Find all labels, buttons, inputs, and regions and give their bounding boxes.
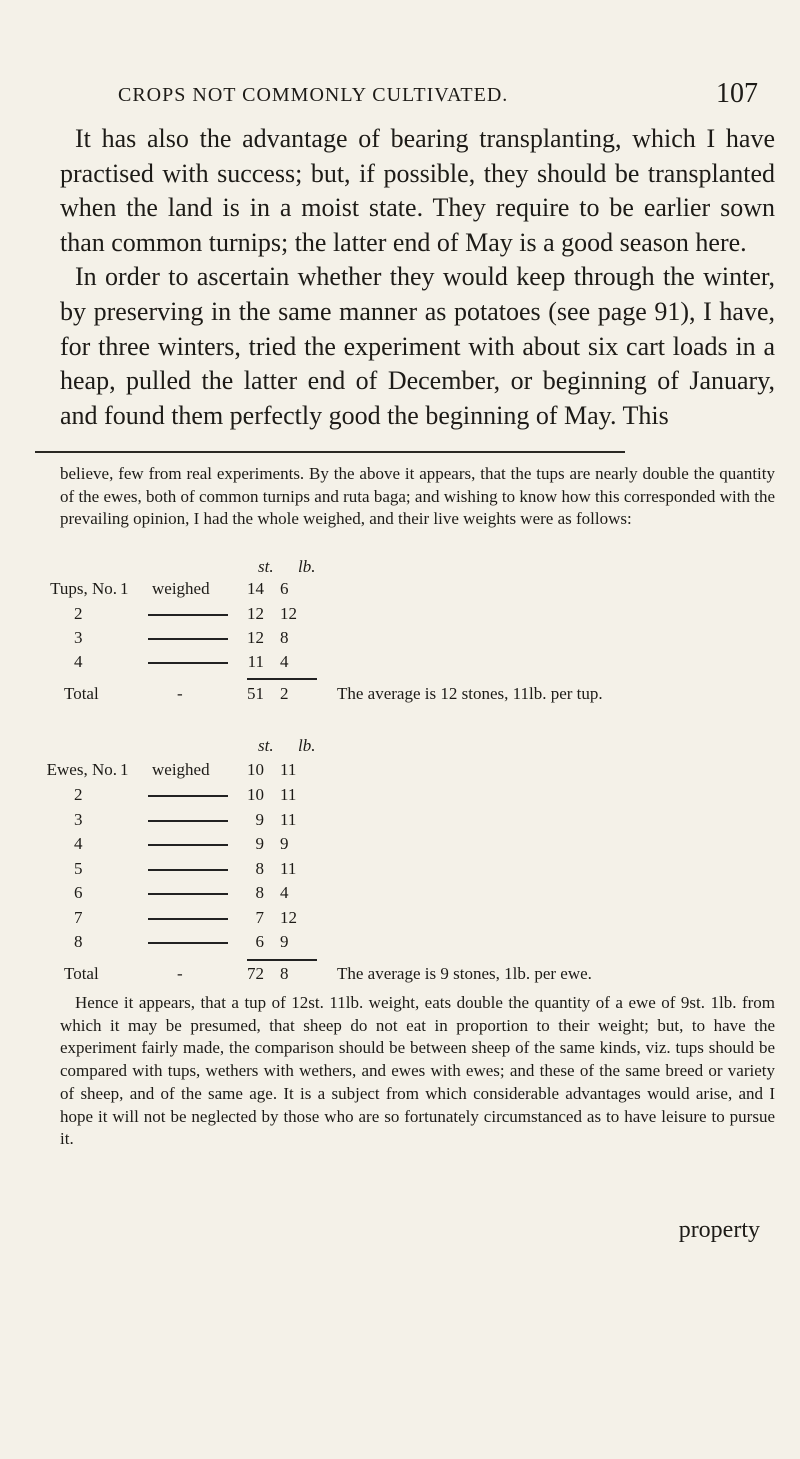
total-label: Total (64, 964, 99, 983)
value-st: 9 (255, 834, 264, 853)
row-number: 1 (120, 579, 129, 598)
weighed-label: weighed (152, 760, 210, 779)
ewes-label: Ewes, No. (46, 760, 117, 779)
row-number: 4 (74, 834, 83, 853)
total-lb: 2 (280, 684, 289, 703)
table-row (0, 760, 800, 786)
table-row (0, 834, 800, 860)
row-number: 6 (74, 883, 83, 902)
footnote-outro: Hence it appears, that a tup of 12st. 11lb. weight, eats double the quantity of a ewe of 9st. 1lb. from which it may be presumed, that sheep do not eat in proportion to their weight; but, to have the experiment fairly made, the comparison should be between sheep of the same kinds, viz. tups should be compared with tups, wethers with wethers, and ewes with ewes; and these of the same breed or variety of sheep, and of the same age. It is a subject from which considerable advantages would arise, and I hope it will not be neglected by those who are so fortunately circumstanced as to have leisure to pursue it. (60, 993, 775, 1149)
value-st: 6 (255, 932, 264, 951)
row-number: 4 (74, 652, 83, 671)
table-row (0, 859, 800, 885)
value-lb: 9 (280, 834, 289, 853)
catchword: property (678, 1217, 760, 1243)
value-st: 14 (247, 579, 264, 598)
total-label: Total (64, 684, 99, 703)
value-lb: 9 (280, 932, 289, 951)
value-lb: 4 (280, 652, 289, 671)
total-st: 51 (247, 684, 264, 703)
ewes-unit-st: st. (258, 736, 274, 755)
dash-symbol: - (177, 684, 183, 703)
paragraph-2: In order to ascertain whether they would keep through the winter, by preserving in the same manner as potatoes (see page 91), I have, for three winters, tried the experiment with about six cart loads in a heap, pulled the latter end of December, or beginning of January, and found them perfectly good the beginning of May. This (60, 262, 775, 430)
table-row (0, 810, 800, 836)
table-row (0, 883, 800, 909)
ditto-rule (148, 662, 228, 664)
value-st: 10 (247, 760, 264, 779)
ditto-rule (148, 638, 228, 640)
value-st: 7 (255, 908, 264, 927)
ditto-rule (148, 614, 228, 616)
tups-unit-st: st. (258, 557, 274, 576)
total-lb: 8 (280, 964, 289, 983)
value-st: 8 (255, 859, 264, 878)
page-number: 107 (716, 78, 758, 109)
row-number: 2 (74, 785, 83, 804)
value-st: 9 (255, 810, 264, 829)
table-row (0, 604, 800, 630)
value-lb: 12 (280, 604, 297, 623)
value-st: 12 (247, 604, 264, 623)
ditto-rule (148, 869, 228, 871)
sum-rule (247, 959, 317, 961)
ditto-rule (148, 820, 228, 822)
row-number: 8 (74, 932, 83, 951)
tups-average: The average is 12 stones, 11lb. per tup. (337, 684, 603, 703)
value-lb: 11 (280, 810, 297, 829)
value-lb: 12 (280, 908, 297, 927)
weighed-label: weighed (152, 579, 210, 598)
ditto-rule (148, 844, 228, 846)
value-lb: 11 (280, 785, 297, 804)
total-st: 72 (247, 964, 264, 983)
table-row (0, 785, 800, 811)
row-number: 3 (74, 810, 83, 829)
ewes-unit-lb: lb. (298, 736, 316, 755)
value-lb: 11 (280, 859, 297, 878)
total-row (0, 964, 800, 990)
table-row (0, 579, 800, 605)
row-number: 1 (120, 760, 129, 779)
paragraph-1: It has also the advantage of bearing transplanting, which I have practised with success; but, if possible, they should be transplanted when the land is in a moist state. They require to be earlier sown than common turnips; the latter end of May is a good season here. (60, 124, 775, 257)
table-row (0, 908, 800, 934)
value-lb: 6 (280, 579, 289, 598)
tups-unit-lb: lb. (298, 557, 316, 576)
row-number: 3 (74, 628, 83, 647)
value-st: 10 (247, 785, 264, 804)
sum-rule (247, 678, 317, 680)
footnote-intro: believe, few from real experiments. By the above it appears, that the tups are nearly double the quantity of the ewes, both of common turnips and ruta baga; and wishing to know how this corresponded with the prevailing opinion, I had the whole weighed, and their live weights were as follows: (60, 464, 775, 529)
value-st: 12 (247, 628, 264, 647)
table-row (0, 652, 800, 678)
dash-symbol: - (177, 964, 183, 983)
table-row (0, 932, 800, 958)
total-row (0, 684, 800, 710)
row-number: 7 (74, 908, 83, 927)
ditto-rule (148, 942, 228, 944)
value-st: 8 (255, 883, 264, 902)
ditto-rule (148, 893, 228, 895)
value-lb: 11 (280, 760, 297, 779)
row-number: 5 (74, 859, 83, 878)
tups-label: Tups, No. (50, 579, 117, 598)
row-number: 2 (74, 604, 83, 623)
ditto-rule (148, 795, 228, 797)
value-st: 11 (247, 652, 264, 671)
value-lb: 4 (280, 883, 289, 902)
ditto-rule (148, 918, 228, 920)
value-lb: 8 (280, 628, 289, 647)
ewes-average: The average is 9 stones, 1lb. per ewe. (337, 964, 592, 983)
table-row (0, 628, 800, 654)
running-title: CROPS NOT COMMONLY CULTIVATED. (118, 84, 509, 106)
